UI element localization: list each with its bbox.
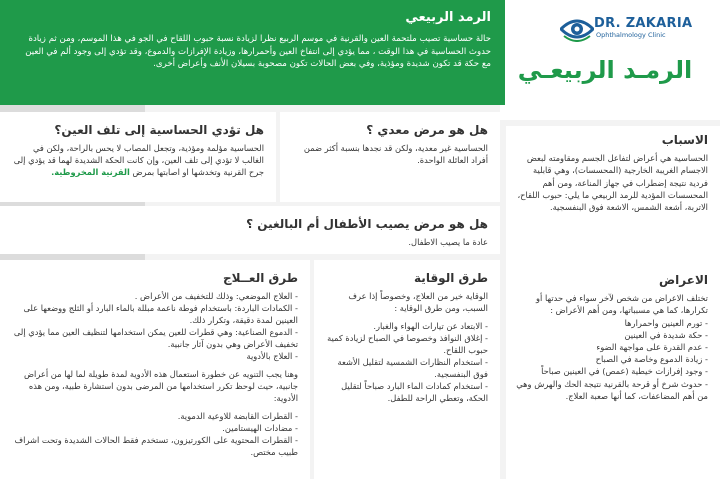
contagious-body: الحساسية غير معدية، ولكن قد نجدها بنسبة أكثر ضمن أفراد العائلة الواحدة. (303, 143, 488, 165)
list-item: - العلاج الموضعي: وذلك للتخفيف من الأعراض . (134, 291, 298, 301)
list-item: - إغلاق النوافذ وخصوصا في الصباح لزيادة كمية حبوب اللقاح. (327, 333, 488, 355)
symptoms-panel (506, 266, 720, 479)
damage-panel (0, 112, 276, 202)
intro-panel (0, 0, 505, 105)
clinic-logo (560, 14, 710, 54)
treatment-panel (0, 260, 310, 479)
drugs-list (12, 410, 298, 458)
prevention-panel (314, 260, 500, 479)
age-panel (0, 206, 500, 254)
list-item: - القطرات القابضة للاوعية الدموية. (177, 411, 298, 421)
contagious-panel (280, 112, 500, 202)
age-body: عادة ما يصيب الاطفال. (408, 237, 488, 247)
list-item: - تورم العينين واحمرارها (624, 317, 708, 328)
list-item: - القطرات المحتوية على الكورتيزون، تستخدم فقط الحالات الشديدة وتحت اشراف طبيب مختص. (14, 435, 298, 457)
prevention-intro: الوقاية خير من العلاج، وخصوصاً إذا عرف السبب، ومن طرق الوقاية : (348, 291, 488, 313)
prevention-list (326, 320, 488, 404)
damage-body-text: الحساسية مؤلمة ومؤذية، وتجعل المصاب لا يحس بالراحة، ولكن في الغالب لا تؤدي إلى تلف العين، وإن كانت الحكة الشديدة لهما قد يؤدي إلى جرح القرنية وتخدشها او اصابتها بمرض (13, 143, 264, 177)
list-item: - وجود إفرازات خيطية (عمص) في العينين صباحاً (541, 366, 708, 377)
keratoconus-highlight: القرنية المخروطية. (51, 167, 130, 177)
eye-icon (560, 16, 594, 42)
list-item: - استخدام النظارات الشمسية لتقليل الأشعة فوق البنفسجية. (337, 357, 488, 379)
treatment-list (12, 290, 298, 362)
causes-title: الاسباب (661, 133, 708, 147)
intro-title: الرمد الربيعي (405, 10, 491, 25)
symptoms-list (516, 317, 708, 402)
list-item: - مضادات الهيستامين. (222, 423, 298, 433)
treatment-note: وهنا يجب التنويه عن خطورة استعمال هذه الأدوية لمدة طويلة لما لها من أعراض جانبية، حيث لوحظ تكرر استخدامها من المرضى بدون استشارة طبية، ومن هذه الأدوية: (23, 369, 298, 403)
symptoms-intro: تختلف الاعراض من شخص لآخر سواء في حدتها أو تكرارها، كما هي مسبباتها، ومن أهم الأعراض : (536, 293, 708, 316)
causes-panel (506, 126, 720, 276)
list-item: - زيادة الدموع وخاصة في الصباح (595, 354, 708, 365)
brand-name: DR. ZAKARIA (594, 16, 693, 31)
prevention-title: طرق الوقاية (414, 271, 488, 285)
damage-title: هل تؤدي الحساسية إلى تلف العين؟ (54, 123, 264, 137)
age-title: هل هو مرض يصيب الأطفال أم البالغين ؟ (246, 217, 488, 231)
damage-body (12, 142, 264, 178)
list-item: - حكة شديدة في العينين (624, 329, 708, 340)
brand-subtitle: Ophthalmology Clinic (596, 31, 666, 39)
treatment-title: طرق العــلاج (222, 271, 298, 285)
intro-body: حالة حساسية تصيب ملتحمة العين والقرنية في موسم الربيع نظرا لزيادة نسبة حبوب اللقاح في الجو في هذا الموسم، ومن ثم زيادة حدوث الحساسية في هذا الوقت ، مما يؤدي إلى انتفاخ العين وأحمرارها، وزيادة الإفرازات والدموع، وقد تؤدي إلى وجود ألم في العين مع حكة قد تكون شديدة ومؤذية، وفي بعض الحالات تكون مصحوبة بسيلان الأنف وأعراض أخرى. (25, 34, 491, 69)
contagious-title: هل هو مرض معدي ؟ (366, 123, 488, 137)
list-item: - العلاج بالأدوية (246, 351, 298, 361)
list-item: - حدوث شرخ أو قرحة بالقرنية نتيجة الحك والهرش وهي من أهم المضاعفات، كما أنها صعبة العلاج. (516, 378, 708, 401)
list-item: - الكمادات الباردة: باستخدام فوطة ناعمة مبللة بالماء البارد أو الثلج ووضعها على العينين لمدة دقيقة، وتكرار ذلك. (23, 303, 298, 325)
list-item: - استخدام كمادات الماء البارد صباحاً لتقليل الحكة، وتعطي الراحة للطفل. (341, 381, 488, 403)
symptoms-title: الاعراض (659, 273, 708, 287)
page-title: الرمـد الربيعـي (517, 56, 693, 84)
list-item: - الدموع الصناعية: وهي قطرات للعين يمكن استخدامها لتنظيف العين مما يؤدي إلى تخفيف الأعراض وهي بدون آثار جانبية. (13, 327, 298, 349)
causes-body: الحساسية هي أعراض لتفاعل الجسم ومقاومته لبعض الاجسام الغريبة الخارجية (المحسسات)، وهي قابلية فردية نتيجة إضطراب في جهاز المناعة، ومن أهم المحسسات المؤدية للرمد الربيعي ما يلي: حبوب اللقاح، الاتربة، أشعة الشمس، الاشعة فوق البنفسجية. (517, 153, 708, 213)
list-item: - عدم القدرة على مواجهة الضوء (596, 342, 708, 353)
list-item: - الابتعاد عن تيارات الهواء والغبار. (373, 321, 488, 331)
